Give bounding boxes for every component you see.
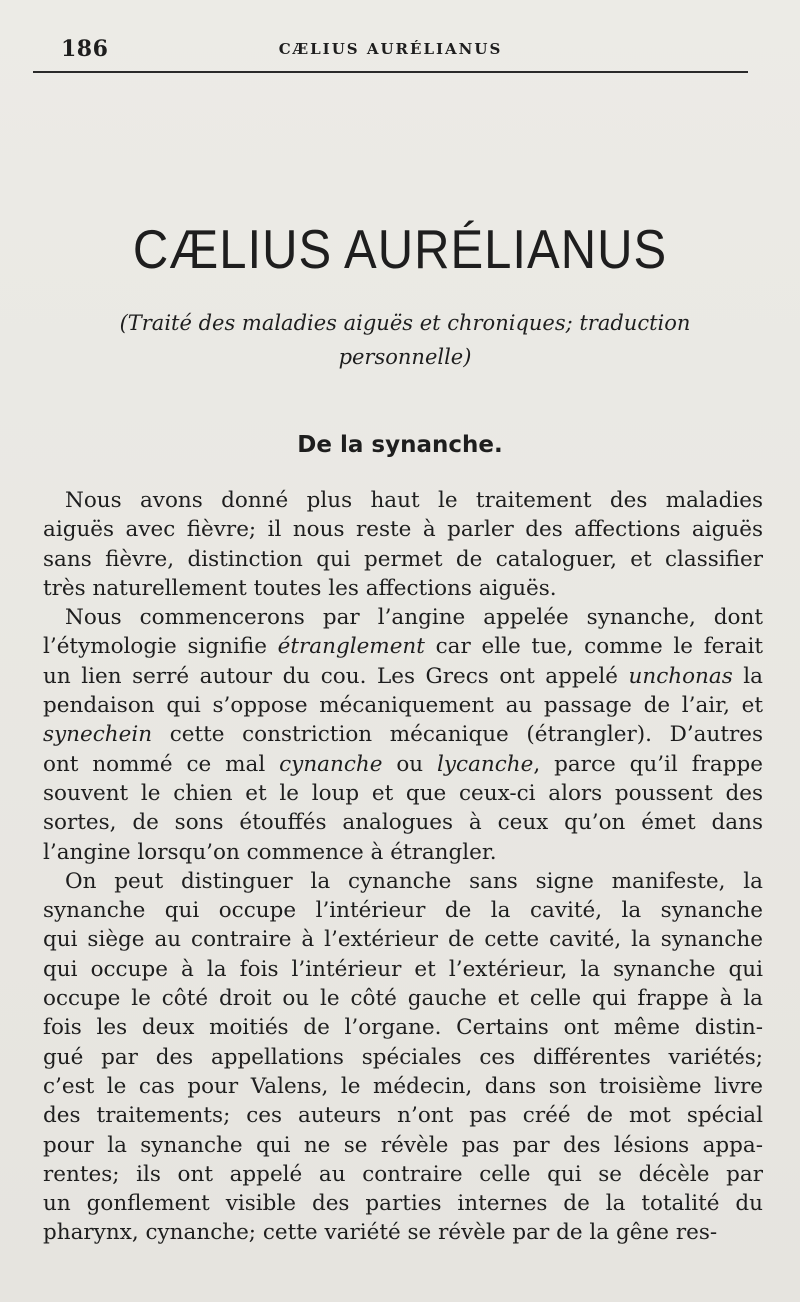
- text-segment: l’étymologie signifie: [43, 634, 278, 660]
- italic-term: lycanche: [437, 751, 534, 777]
- text-line: sans fièvre, distinction qui permet de cataloguer, et classifier: [43, 546, 763, 572]
- italic-term: unchonas: [628, 663, 733, 689]
- subtitle-line-2: personnelle): [338, 345, 472, 369]
- text-line: pendaison qui s’oppose mécaniquement au passage de l’air, et: [43, 693, 763, 719]
- text-line: occupe le côté droit ou le côté gauche et celle qui frappe à la: [43, 986, 763, 1012]
- text-line: fois les deux moitiés de l’organe. Certains ont même distin-: [43, 1015, 763, 1041]
- text-line: Nous avons donné plus haut le traitement des maladies: [65, 488, 763, 513]
- text-line: pharynx, cynanche; cette variété se révèle par de la gêne res-: [43, 1220, 718, 1246]
- text-line: aiguës avec fièvre; il nous reste à parler des affections aiguës: [43, 517, 763, 543]
- text-line: qui siège au contraire à l’extérieur de cette cavité, la synanche: [43, 927, 763, 953]
- text-segment: ou: [382, 751, 438, 777]
- text-line: [43, 750, 763, 779]
- text-segment: , parce qu’il frappe: [533, 751, 763, 777]
- text-line: l’angine lorsqu’on commence à étrangler.: [43, 839, 497, 865]
- text-line: sortes, de sons étouffés analogues à ceux qu’on émet dans: [43, 810, 763, 836]
- text-line: [43, 632, 763, 661]
- text-line: c’est le cas pour Valens, le médecin, dans son troisième livre: [43, 1073, 763, 1099]
- text-segment: car elle tue, comme le ferait: [424, 634, 763, 660]
- body-text: [43, 486, 763, 1248]
- subtitle-line-1: (Traité des maladies aiguës et chroniques; traduction: [119, 311, 691, 335]
- italic-term: étranglement: [277, 634, 425, 660]
- text-line: synanche qui occupe l’intérieur de la cavité, la synanche: [43, 898, 763, 924]
- chapter-title: CÆLIUS AURÉLIANUS: [132, 219, 668, 281]
- paragraph: [43, 603, 763, 867]
- chapter-subtitle: [60, 306, 750, 374]
- text-segment: la: [732, 663, 763, 689]
- text-line: Nous commencerons par l’angine appelée synanche, dont: [65, 605, 763, 631]
- text-line: très naturellement toutes les affections aiguës.: [43, 575, 557, 601]
- text-line: [43, 720, 763, 749]
- text-line: rentes; ils ont appelé au contraire celle qui se décèle par: [43, 1161, 763, 1187]
- text-line: souvent le chien et le loup et que ceux-ci alors poussent des: [43, 780, 763, 806]
- italic-term: cynanche: [279, 751, 383, 777]
- italic-term: synechein: [43, 722, 153, 748]
- text-line: gué par des appellations spéciales ces différentes variétés;: [43, 1044, 763, 1070]
- section-heading: De la synanche.: [297, 432, 503, 458]
- text-line: pour la synanche qui ne se révèle pas par des lésions appa-: [43, 1132, 763, 1158]
- text-line: des traitements; ces auteurs n’ont pas créé de mot spécial: [43, 1103, 763, 1129]
- paragraph: [43, 867, 763, 1248]
- text-line: un gonflement visible des parties internes de la totalité du: [43, 1191, 763, 1217]
- running-head: [33, 32, 748, 68]
- text-line: qui occupe à la fois l’intérieur et l’extérieur, la synanche qui: [43, 956, 763, 982]
- header-rule: [33, 71, 748, 73]
- page-number: 186: [61, 36, 109, 62]
- text-segment: ont nommé ce mal: [43, 751, 280, 777]
- running-title: CÆLIUS AURÉLIANUS: [278, 40, 503, 58]
- text-line: [43, 662, 763, 691]
- text-line: On peut distinguer la cynanche sans signe manifeste, la: [65, 868, 763, 894]
- paragraph: [43, 486, 763, 603]
- text-segment: cette constriction mécanique (étrangler). D’autres: [152, 722, 763, 748]
- text-segment: un lien serré autour du cou. Les Grecs ont appelé: [43, 663, 629, 689]
